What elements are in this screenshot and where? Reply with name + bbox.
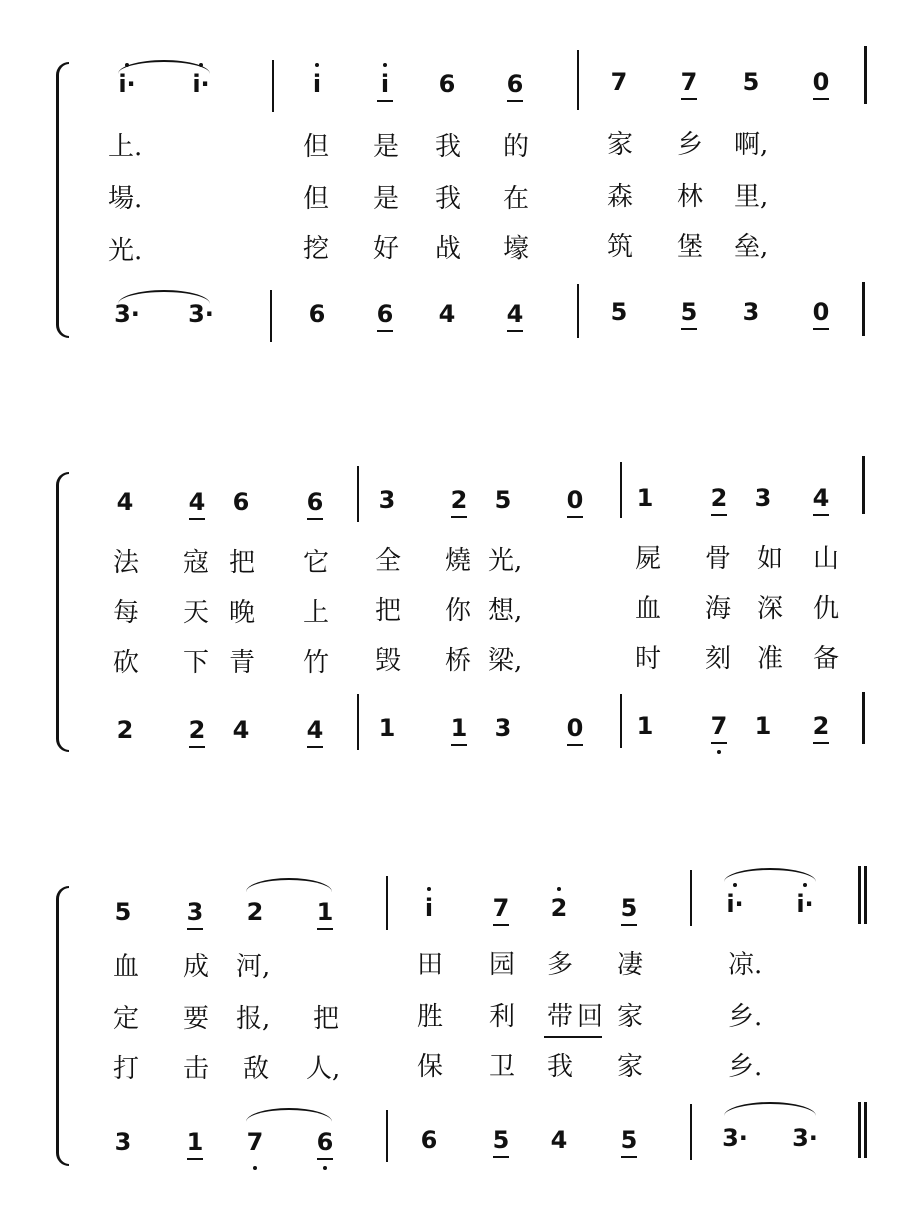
note: 5 [614,1126,644,1154]
lyric: 骨 [704,544,731,574]
lyric: 光. [108,236,143,266]
note: 2 [116,716,134,744]
note: 4 [806,484,836,512]
barline [272,60,274,112]
lyric: 定 [112,1004,139,1034]
barline [864,1102,867,1158]
lyric: 把 [312,1004,339,1034]
lyric: 下 [182,648,209,678]
lyric: 啊, [734,130,769,160]
lyric: 多 [546,950,573,980]
barline [620,694,622,748]
barline [864,866,867,924]
note: 4 [500,300,530,328]
lyric: 是 [372,184,399,214]
barline [690,1104,692,1160]
lyric: 筑 [606,232,633,262]
lyric: 垒, [734,232,769,262]
lyric: 我 [546,1052,573,1082]
note: 1 [754,712,772,740]
lyric: 深 [756,594,783,624]
lyric: 晚 [228,598,255,628]
note: 3 [180,898,210,926]
barline [862,456,865,514]
lyric: 我 [434,184,461,214]
note: 3 [114,1128,132,1156]
lyric: 保 [416,1052,443,1082]
barline [357,694,359,750]
barline [690,870,692,926]
note: 6 [308,300,326,328]
lyric: 战 [434,234,461,264]
barline [858,866,861,924]
note: 4 [550,1126,568,1154]
note: 2 [246,898,264,926]
note: i· [186,70,216,98]
lyric: 屍 [634,544,661,574]
note: 1 [636,712,654,740]
tie-arc [246,878,332,892]
note: 5 [610,298,628,326]
lyric: 乡. [728,1052,763,1082]
note: 7 [704,712,734,740]
lyric: 乡. [728,1002,763,1032]
lyric: 家 [616,1002,643,1032]
lyric: 报, [236,1004,271,1034]
note: 4 [438,300,456,328]
lyric: 击 [182,1054,209,1084]
note: 3 [494,714,512,742]
lyric: 家 [606,130,633,160]
lyric: 园 [488,950,515,980]
lyric: 青 [228,648,255,678]
note: 7 [674,68,704,96]
note: 2 [704,484,734,512]
lyric: 每 [112,598,139,628]
lyric: 但 [302,132,329,162]
lyric: 海 [704,594,731,624]
lyric: 全 [374,546,401,576]
lyric: 时 [634,644,661,674]
barline [620,462,622,518]
lyric: 如 [756,544,783,574]
note: 0 [560,714,590,742]
note: 1 [636,484,654,512]
lyric: 好 [372,234,399,264]
note: 1 [378,714,396,742]
note: 1 [444,714,474,742]
note: 6 [300,488,330,516]
lyric: 家 [616,1052,643,1082]
lyric: 备 [812,644,839,674]
note: 2 [182,716,212,744]
note: 1 [180,1128,210,1156]
barline [862,282,865,336]
note: 5 [614,894,644,922]
lyric: 森 [606,182,633,212]
lyric: 把 [374,596,401,626]
note: i [370,70,400,98]
note: 2 [544,894,574,922]
note: 4 [182,488,212,516]
tie-arc [724,1102,816,1116]
lyric: 林 [676,182,703,212]
barline [577,50,579,110]
note: 5 [114,898,132,926]
note: 0 [806,298,836,326]
note: 6 [438,70,456,98]
lyric: 血 [112,952,139,982]
lyric: 寇 [182,548,209,578]
note: 6 [310,1128,340,1156]
note: i· [790,890,820,918]
lyric: 要 [182,1004,209,1034]
note: 3 [742,298,760,326]
lyric: 带 [546,1002,573,1032]
note: 3 [378,486,396,514]
lyric: 山 [812,544,839,574]
note: 0 [806,68,836,96]
lyric: 里, [734,182,769,212]
lyric: 河, [236,952,271,982]
note: 5 [742,68,760,96]
barline [864,46,867,104]
lyric: 把 [228,548,255,578]
lyric: 仇 [812,594,839,624]
barline [386,1110,388,1162]
lyric: 是 [372,132,399,162]
lyric: 血 [634,594,661,624]
note: 3· [114,300,140,328]
system-brace [56,886,69,1166]
note: 7 [610,68,628,96]
note: 1 [310,898,340,926]
barline [862,692,865,744]
tie-arc [724,868,816,882]
note: 6 [500,70,530,98]
lyric: 它 [302,548,329,578]
lyric: 壕 [502,234,529,264]
lyric: 打 [112,1054,139,1084]
lyric: 砍 [112,648,139,678]
system-brace [56,472,69,752]
system-brace [56,62,69,338]
lyric: 刻 [704,644,731,674]
note: i· [112,70,142,98]
lyric: 我 [434,132,461,162]
note: 6 [370,300,400,328]
note: 3· [188,300,214,328]
note: i [302,70,332,98]
lyric: 的 [502,132,529,162]
note: 0 [560,486,590,514]
lyric: 燒 [444,546,471,576]
lyric: 敌 [242,1054,269,1084]
lyric: 挖 [302,234,329,264]
lyric: 凄 [616,950,643,980]
note: 5 [486,1126,516,1154]
note: i [414,894,444,922]
note: 3· [722,1124,748,1152]
lyric: 天 [182,598,209,628]
note: 7 [486,894,516,922]
note: 4 [116,488,134,516]
lyric: 田 [416,950,443,980]
barline [577,284,579,338]
note: 2 [444,486,474,514]
lyric: 上. [108,132,143,162]
lyric: 梁, [488,646,523,676]
lyric: 在 [502,184,529,214]
tie-arc [246,1108,332,1122]
note: 7 [240,1128,270,1156]
lyric: 想, [488,596,523,626]
note: 6 [420,1126,438,1154]
note: 2 [806,712,836,740]
lyric: 桥 [444,646,471,676]
note: i· [720,890,750,918]
lyric: 凉. [728,950,763,980]
lyric: 你 [444,596,471,626]
note: 4 [232,716,250,744]
barline [270,290,272,342]
lyric: 上 [302,598,329,628]
lyric: 人, [306,1054,341,1084]
note: 6 [232,488,250,516]
lyric-underline [544,1036,602,1038]
note: 3 [754,484,772,512]
lyric: 卫 [488,1052,515,1082]
note: 5 [494,486,512,514]
lyric: 成 [182,952,209,982]
lyric: 毁 [374,646,401,676]
lyric: 回 [576,1002,603,1032]
lyric: 場. [108,184,143,214]
barline [357,466,359,522]
note: 3· [792,1124,818,1152]
lyric: 法 [112,548,139,578]
lyric: 乡 [676,130,703,160]
barline [386,876,388,930]
lyric: 堡 [676,232,703,262]
lyric: 光, [488,546,523,576]
note: 4 [300,716,330,744]
lyric: 但 [302,184,329,214]
lyric: 利 [488,1002,515,1032]
barline [858,1102,861,1158]
note: 5 [674,298,704,326]
lyric: 胜 [416,1002,443,1032]
lyric: 竹 [302,648,329,678]
lyric: 准 [756,644,783,674]
